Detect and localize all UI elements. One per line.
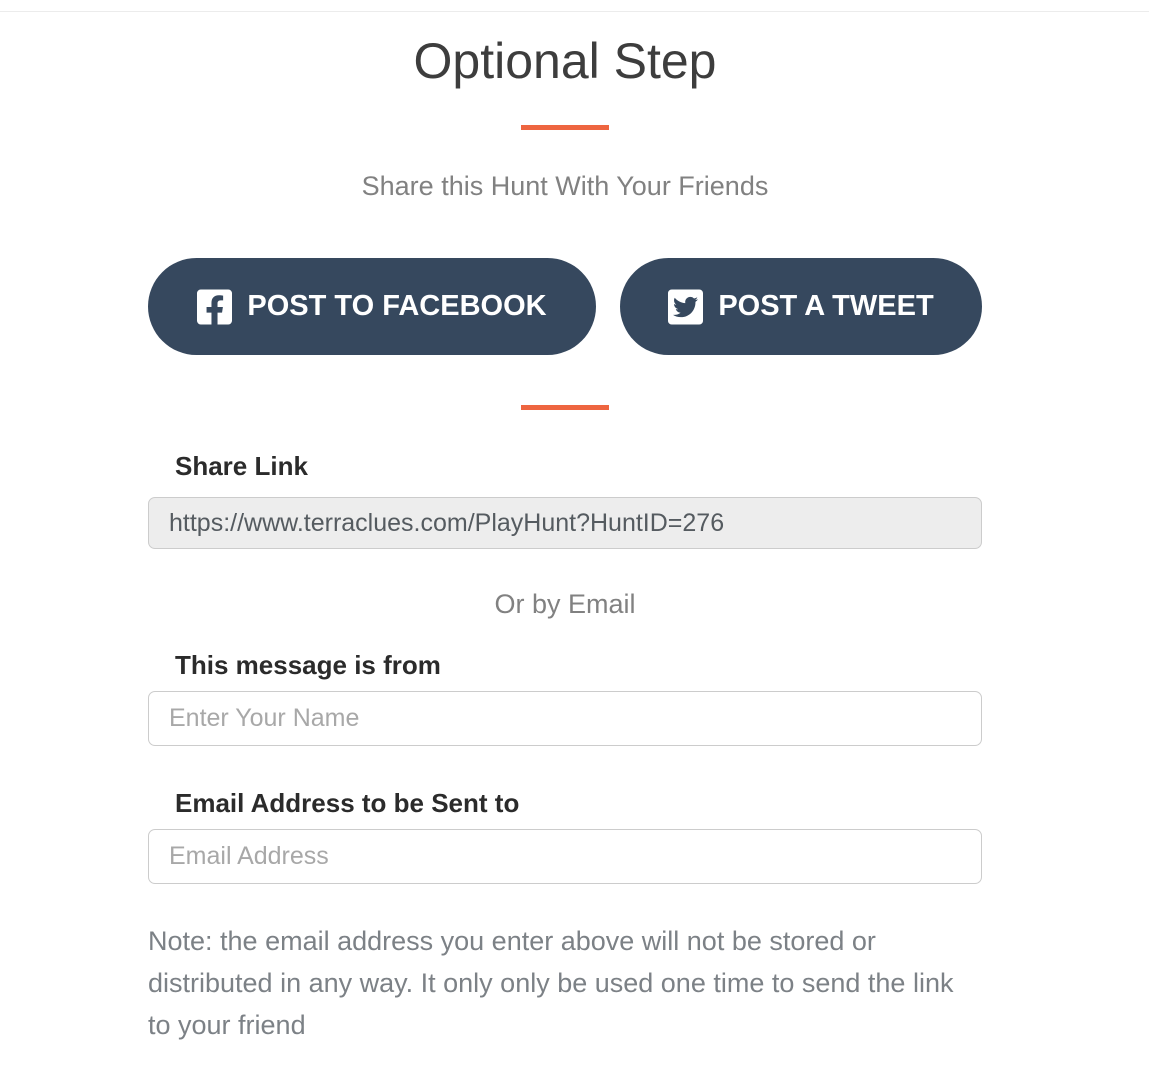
from-name-label: This message is from [175,650,441,680]
accent-divider-bottom [521,405,609,410]
share-link-label: Share Link [175,451,308,481]
facebook-icon [197,287,232,327]
privacy-note: Note: the email address you enter above will not be stored or distributed in any way. It only only be used one time to send the link to your friend [148,926,954,1040]
share-link-input[interactable] [148,497,982,549]
facebook-button-label: POST TO FACEBOOK [247,290,547,322]
post-to-facebook-button[interactable] [148,258,596,355]
to-email-input[interactable] [148,829,982,884]
twitter-icon [668,287,703,327]
content-column [148,12,982,1046]
panel-top-border [0,0,1149,12]
social-buttons-row [148,258,982,355]
from-name-input[interactable] [148,691,982,746]
post-a-tweet-button[interactable] [620,258,982,355]
or-by-email-heading: Or by Email [494,589,636,619]
page-title: Optional Step [413,33,717,89]
tweet-button-label: POST A TWEET [718,290,934,322]
share-subtitle: Share this Hunt With Your Friends [361,171,769,201]
accent-divider-top [521,125,609,130]
to-email-label: Email Address to be Sent to [175,788,520,818]
